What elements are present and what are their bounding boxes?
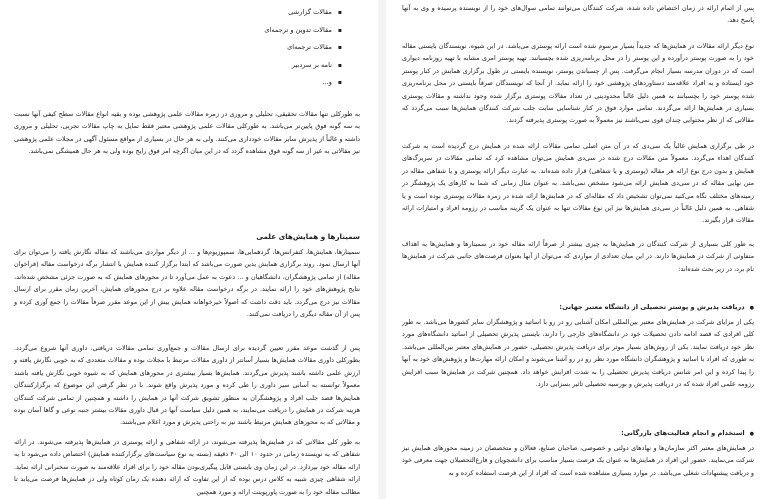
article-types-list (232, 4, 342, 92)
bullet-heading: ● دریافت پذیرش و پوستر تحصیلی از دانشگاه معتبر جهانی: (402, 302, 754, 313)
section-heading: سمینارها و همایش‌های علمی (256, 232, 360, 241)
bullet-heading: ● استخدام و انجام فعالیت‌های بازرگانی: (402, 428, 754, 439)
right-page (386, 0, 768, 499)
left-page (0, 0, 378, 499)
list-item: ▪ و... (232, 74, 342, 92)
page-gutter (378, 0, 386, 499)
paragraph: یکی از مزایای شرکت در همایش‌های معتبر بین‌المللی امکان آشنایی رو در رو با اساتید و پژوهشگران سایر کشورها می‌باشد. به طور کلی افرادی که قصد ادامه دادن تحصیلات خود در دانشگاه‌های خارجی را دارند، بایستی پذیرش تحصیلی از اساتید دانشگاه‌های مورد نظر خود دریافت نمایند. یکی از روش‌های بسیار موثر برای دریافت پذیرش تحصیلی، حضور در همایش‌های معتبر بین‌المللی می‌باشد. به طوری که افراد با اساتید و پژوهشگران دانشگاه مورد نظر رو در رو آشنا می‌شوند و امکان ارائه مهارت‌ها و پژوهش‌های خود به آنها را پیدا کرده و این امر شانس دریافت پذیرش تحصیلی را به شدت افزایش خواهد داد. همچنین شرکت در همایش‌ها سبب افزایش رزومه علمی افراد شده که در دریافت پذیرش و بورسیه تحصیلی تاثیر بسزایی دارد. (402, 318, 754, 389)
list-item: ▪ مقالات گزارشی (232, 4, 342, 22)
paragraph: سمینارها، همایش‌ها، کنفرانس‌ها، گردهمایی‌ها، سمپوزیوم‌ها و ... از دیگر مواردی می‌باشند که مقاله نگارش یافته را می‌توان برای آنها ارسال نمود. روند برگزاری همایش بدین صورت می‌باشد که ابتدا برگزار کننده همایش با انتشار برگه درخواست مقاله (فراخوان مقاله) از تمامی پژوهشگران، دانشگاهیان و ... دعوت به عمل می‌آورد تا در محورهای همایش که به صورت جزئی مشخص شده‌اند، نتایج پژوهش‌های خود را ارائه نمایند. در برگه درخواست مقاله علاوه بر درج محورهای همایش، آخرین زمان مقرر برای ارسال مقالات نیز درج می‌گردد. باید دقت داشت که اصولاً خیرخواهانه همایش بیش از این موعد مقرر صرفاً مقالات را جمع آوری کرده و پس از آن مقاله دیگری را دریافت نمی‌کنند. (14, 248, 360, 319)
paragraph: به طور کلی بسیاری از شرکت کنندگان در همایش‌ها به چیزی بیشتر از صرفاً ارائه مقاله خود در سمینارها و همایش‌ها به اهداف متفاوتی از شرکت در همایش‌ها دارند. در این میان تعدادی از مواردی که می‌توان از آنها بعنوان فرصت‌های جانبی شرکت در همایش‌ها نام برد، در زیر بحث شده‌اند: (402, 240, 754, 273)
list-item: ▪ مقالات ترجمه‌ای (232, 39, 342, 57)
paragraph: در همایش‌های معتبر اکثر سازمان‌ها و نهادهای دولتی و خصوصی، صاحبان صنایع، فعالان و متخصصان در زمینه محورهای همایش نیز شرکت می‌نمایند. حضور این افراد در همایش‌ها به عنوان یک فرصت بسیار مناسب برای دانشجویان و فارغ‌التحصیلان جهت معرفی خود و دریافت پیشنهادات شغلی می‌باشد. در موارد بسیاری مشاهده شده است که افراد از این فرصت استفاده کرده و به (402, 444, 754, 477)
list-item: ▪ نامه بر سردبیر (232, 57, 342, 75)
list-item: ▪ مقالات تدوین و ترجمه‌ای (232, 22, 342, 40)
paragraph: نوع دیگر ارائه مقالات در همایش‌ها که جدیداً بسیار مرسوم شده است ارائه پوستری می‌باشد. در این شیوه، نویسندگان بایستی مقاله خود را به صورت پوستر درآورده و این پوستر را در محل برنامه‌ریزی شده بچسبانند. تهیه پوستر امری مشابه با تهیه روزنامه دیواری است که در دوران مدرسه بسیار انجام می‌گرفت. پس از چسباندن پوستر، نویسنده بایستی در طول برگزاری همایش در کنار پوستر خود ایستاده و به افراد علاقه‌مند دستاوردهای پژوهشی خود را ارائه نماید. از آنجا که نویسندگان صرفاً بایستی در محل برنامه‌ریزی شده پوستر خود را بچسبانند به همین دلیل غالباً محدودیتی در تعداد مقالات پوستری برگزار شده وجود نداشته و مقالات پوستری بسیاری در همایش‌ها ارائه می‌گردند. تمامی موارد فوق در کنار شناسایی سایت جلب شرکت کنندگان همایش‌ها سبب می‌گردد که مقالاتی که از نظر محتوایی چندان قوی نمی‌باشند نیز معمولاً به صورت پوستری پذیرفته گردند. (402, 42, 754, 125)
paragraph: در طی برگزاری همایش غالباً یک سی‌دی که در آن متن اصلی تمامی مقالات ارائه شده در همایش درج گردیده است به شرکت کنندگان اهداء می‌گردد. معمولاً متن مقالات درج شده در سی‌دی همایش می‌توان مشاهده کرد که تمامی مقالات در سربرگ‌های همایش و بدون درج نوع ارائه هر مقاله (پوستری و یا شفاهی) قرار داده شده‌اند. به عبارت دیگر ارائه پوستری و یا شفاهی مقاله در متن نهایی مقاله که در سی‌دی همایش ارائه می‌شود مشخص نمی‌باشد. به عنوان مثال زمانی که شما به کارهای یک پژوهشگر در زمینه‌های مختلف نگاه می‌کنید نمی‌توان تشخیص داد که مقاله‌ای که در همایش‌ها ارائه شده در زمره مقالات پوستری بوده است و یا شفاهی. به همین دلیل غالباً در سی‌دی همایش‌ها نیز این نوع مقالات تنها به عنوان یک گزینه مناسب در رزومه افراد و امتیازات ارائه مقالات قرار بگیرند. (402, 142, 754, 225)
paragraph: به طور کلی مقالاتی که در همایش‌ها پذیرفته می‌شوند، در ارائه شفاهی و ارائه پوستری در همایش‌ها پذیرفته می‌شوند. در ارائه شفاهی که به نویسنده زمانی در حدود ۱۰ الی ۴۰ دقیقه (بسته به نوع سیاست‌های برگزارکننده همایش) اختصاص داده می‌شود تا به ارائه مقاله خود بپردازد. در این زمان وی بایستی قابل پیگیری‌بودن مقاله خود را برای افراد علاقه‌مند به صورت سخنرانی ارائه نماید. ارائه شفاهی چیزی شبیه به کلاس درس بوده که از این تفاوت که ارائه دهنده یک زمان کوتاه ولی در همایش‌ها فرصت می‌یابد تا مطالب مقاله خود را به صورت پاورپوینت ارائه و مورد همچنین (14, 438, 360, 496)
paragraph: پس از گذشت موعد مقرر تعیین گردیده برای ارسال مقالات و جمع‌آوری تمامی مقالات دریافتی، داوری آنها شروع می‌گردد. بطورکلی داوری مقالات همایش‌ها بسیار آسانتر از داوری مقالات مرتبط با مجلات بوده و مقالات متعددی که به خوبی نگارش یافته و ارزش علمی داشته باشند پذیرش می‌گردند. همایش‌ها بسیار بیشتری در محورهای همایش که به شیوه خوبی نگارش یافته باشند معمولاً توانسته به آسانی سیر داوری را طی کرده و مورد پذیرش واقع شوند. با در نظر گرفتن این موضوع که برگزارکنندگان همایش‌ها قصد جلب افراد و پژوهشگران به منظور تشویق شرکت آنها در همایش را داشته و همچنین از تمامی شرکت کنندگان هزینه شرکت در همایش را دریافت می‌نمایند، به همین دلیل سیاست آنها در قبال داوری مقالات بیشتر جنبه نوعی و گاها آسان بوده و مقالاتی که به محورهای همایش مرتبط باشند نیز به راحتی پذیرش و مورد اعلام می‌باشند. (14, 344, 360, 427)
paragraph: به طورکلی تنها مقالات تحقیقی، تحلیلی و مروری در زمره مقالات علمی پژوهشی بوده و بقیه انواع مقالات سطح کیفی آنها نسبت به سه گونه فوق پایین‌تر می‌باشد. به طورکلی مقالات علمی پژوهشی معتبر فقط تمایل به چاپ مقالات تجربی، تحلیلی و مروری داشته و غالباً از پذیرش سایر مقالات خودداری می‌کنند. ولی به هر حال در بسیاری از مواقع مسئول آگهی در مجلات علمی پژوهشی نیز مقالاتی به غیر از سه گونه فوق مشاهده گردد که در این میان اگرچه امر فوق رایج بوده ولی به هر حال همیشگی نمی‌باشد. (14, 110, 360, 156)
paragraph: پس از اتمام ارائه در زمان اختصاص داده شده، شرکت کنندگان می‌توانند تمامی سوال‌های خود را از نویسنده پرسیده و وی به آنها پاسخ دهد. (402, 4, 754, 25)
